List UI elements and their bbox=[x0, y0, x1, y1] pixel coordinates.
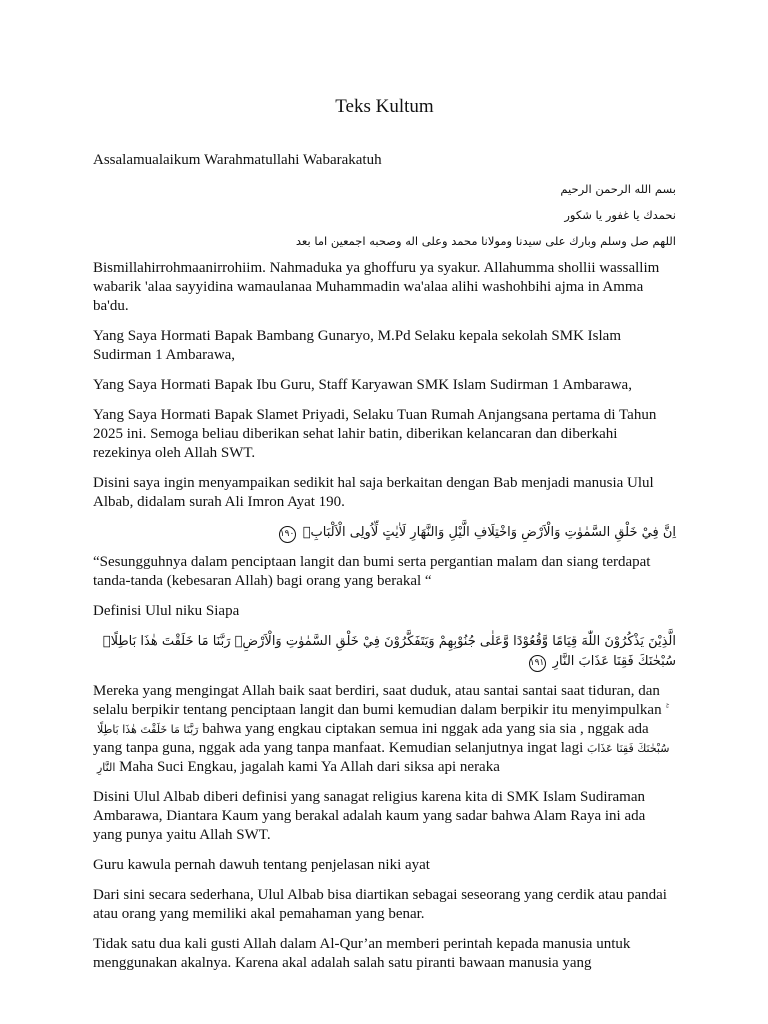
paragraph-guru-dawuh: Guru kawula pernah dawuh tentang penjelasan niki ayat bbox=[93, 857, 430, 873]
mereka-part-2: bahwa yang engkau ciptakan semua ini nggak ada yang sia sia , nggak ada yang tanpa guna, nggak ada yang tanpa manfaat. Kemudian selanjutnya ingat lagi bbox=[93, 721, 649, 756]
inline-arabic-rabbana: رَبَّنَا مَا خَلَقْتَ هٰذَا بَاطِلًا bbox=[97, 723, 199, 736]
paragraph-definisi-religius: Disini Ulul Albab diberi definisi yang sanagat religius karena kita di SMK Islam Sudiraman Ambarawa, Diantara Kaum yang berakal adalah kaum yang sadar bahwa Alam Raya ini ada yang punya yaitu Allah SWT. bbox=[93, 789, 646, 843]
paragraph-definisi-heading: Definisi Ulul niku Siapa bbox=[93, 603, 240, 619]
mereka-part-3: Maha Suci Engkau, jagalah kami Ya Allah dari siksa api neraka bbox=[119, 759, 500, 775]
verse-191-text: الَّذِيْنَ يَذْكُرُوْنَ اللّٰهَ قِيَامًا وَّقُعُوْدًا وَّعَلٰى جُنُوْبِهِمْ وَيَتَفَكَّرُوْنَ فِيْ خَلْقِ السَّمٰوٰتِ وَالْاَرْضِۚ رَبَّنَا مَا خَلَقْتَ هٰذَا بَاطِلًاۚ سُبْحٰنَكَ فَقِنَا عَذَابَ النَّارِ bbox=[102, 634, 676, 669]
paragraph-translation: “Sesungguhnya dalam penciptaan langit dan bumi serta pergantian malam dan siang terdapat tanda-tanda (kebesaran Allah) bagi orang yang berakal “ bbox=[93, 554, 651, 589]
verse-ali-imron-190 bbox=[93, 523, 676, 543]
paragraph-hormat-kepala-sekolah: Yang Saya Hormati Bapak Bambang Gunaryo, M.Pd Selaku kepala sekolah SMK Islam Sudirman 1 Ambarawa, bbox=[93, 328, 621, 363]
verse-191-number: ١٩١ bbox=[529, 655, 546, 672]
verse-190-number: ١٩٠ bbox=[279, 526, 296, 543]
paragraph-tidak-satu-dua: Tidak satu dua kali gusti Allah dalam Al-Qur’an memberi perintah kepada manusia untuk menggunakan akalnya. Karena akal adalah salah satu piranti bawaan manusia yang bbox=[93, 936, 631, 971]
arabic-hamdalah: نحمدك يا غفور يا شكور bbox=[564, 208, 676, 222]
paragraph-intro-ulul-albab: Disini saya ingin menyampaikan sedikit hal saja berkaitan dengan Bab menjadi manusia Ulul Albab, didalam surah Ali Imron Ayat 190. bbox=[93, 475, 654, 510]
page-title: Teks Kultum bbox=[335, 96, 434, 117]
paragraph-bismillah: Bismillahirrohmaanirrohiim. Nahmaduka ya ghoffuru ya syakur. Allahumma shollii wassallim wabarik 'alaa sayyidina wamaulanaa Muhammadin wa'alaa alihi washohbihi ajma in Amma ba'du. bbox=[93, 260, 660, 314]
mereka-part-1: Mereka yang mengingat Allah baik saat berdiri, saat duduk, atau santai santai saat tiduran, dan selalu berpikir tentang penciptaan langit dan bumi kemudian dalam berpikir itu menyimpulkan bbox=[93, 683, 662, 718]
arabic-sholawat: اللهم صل وسلم وبارك على سيدنا ومولانا محمد وعلى اله وصحبه اجمعين اما بعد bbox=[295, 234, 676, 248]
verse-ali-imron-191 bbox=[93, 632, 676, 672]
paragraph-hormat-guru: Yang Saya Hormati Bapak Ibu Guru, Staff Karyawan SMK Islam Sudirman 1 Ambarawa, bbox=[93, 377, 632, 393]
paragraph-dari-sini: Dari sini secara sederhana, Ulul Albab bisa diartikan sebagai seseorang yang cerdik atau pandai atau orang yang memiliki akal pemahaman yang benar. bbox=[93, 887, 667, 922]
arabic-basmala: بسم الله الرحمن الرحيم bbox=[560, 182, 676, 196]
paragraph-mereka bbox=[93, 682, 676, 777]
inline-arabic-subhanaka: سُبْحٰنَكَ فَقِنَا عَذَابَ النَّارِ bbox=[97, 742, 670, 774]
greeting: Assalamualaikum Warahmatullahi Wabarakatuh bbox=[93, 152, 382, 168]
paragraph-hormat-tuan-rumah: Yang Saya Hormati Bapak Slamet Priyadi, Selaku Tuan Rumah Anjangsana pertama di Tahun 2025 ini. Semoga beliau diberikan sehat lahir batin, diberikan kelancaran dan diberkahi rezekinya oleh Allah SWT. bbox=[93, 407, 657, 461]
verse-190-text: اِنَّ فِيْ خَلْقِ السَّمٰوٰتِ وَالْاَرْضِ وَاخْتِلَافِ الَّيْلِ وَالنَّهَارِ لَاٰيٰتٍ لِّاُولِى الْاَلْبَابِۙ bbox=[302, 525, 676, 540]
